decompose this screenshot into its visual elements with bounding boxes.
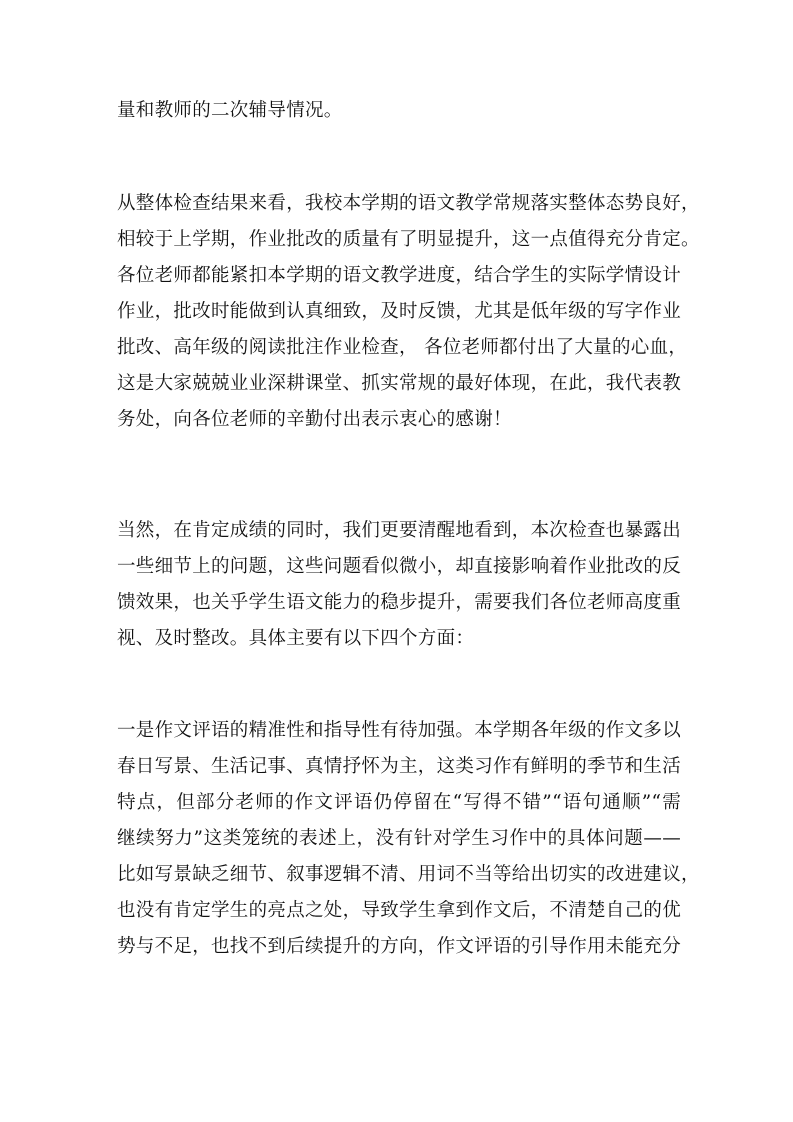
text-line: 作业，批改时能做到认真细致，及时反馈，尤其是低年级的写字作业	[117, 301, 682, 322]
text-line: 比如写景缺乏细节、叙事逻辑不清、用词不当等给出切实的改进建议，	[117, 864, 700, 885]
paragraph-problems-intro	[117, 513, 681, 657]
text-line: 视、及时整改。具体主要有以下四个方面：	[117, 628, 475, 649]
text-line: 一是作文评语的精准性和指导性有待加强。本学期各年级的作文多以	[117, 720, 682, 741]
text-line: 从整体检查结果来看，我校本学期的语文教学常规落实整体态势良好，	[117, 193, 700, 214]
text-line: 批改、高年级的阅读批注作业检查， 各位老师都付出了大量的心血，	[117, 337, 688, 358]
text-line: 势与不足，也找不到后续提升的方向，作文评语的引导作用未能充分	[117, 936, 682, 957]
text-line: 量和教师的二次辅导情况。	[117, 100, 343, 121]
text-line: 务处，向各位老师的辛勤付出表示衷心的感谢！	[117, 409, 512, 430]
text-line: 各位老师都能紧扣本学期的语文教学进度，结合学生的实际学情设计	[117, 265, 682, 286]
paragraph-point-one	[117, 713, 700, 965]
text-line: 一些细节上的问题，这些问题看似微小，却直接影响着作业批改的反	[117, 556, 682, 577]
text-line: 春日写景、生活记事、真情抒怀为主，这类习作有鲜明的季节和生活	[117, 756, 682, 777]
text-line: 相较于上学期，作业批改的质量有了明显提升，这一点值得充分肯定。	[117, 229, 700, 250]
paragraph-overall-results	[117, 186, 700, 438]
text-line: 也没有肯定学生的亮点之处，导致学生拿到作文后，不清楚自己的优	[117, 900, 682, 921]
text-line: 馈效果，也关乎学生语文能力的稳步提升，需要我们各位老师高度重	[117, 592, 682, 613]
text-line: 特点，但部分老师的作文评语仍停留在“写得不错”“语句通顺”“需	[117, 792, 681, 813]
text-line: 继续努力”这类笼统的表述上，没有针对学生习作中的具体问题——	[117, 828, 681, 849]
paragraph-intro	[117, 93, 681, 129]
text-line: 当然，在肯定成绩的同时，我们更要清醒地看到，本次检查也暴露出	[117, 520, 682, 541]
text-line: 这是大家兢兢业业深耕课堂、抓实常规的最好体现，在此，我代表教	[117, 373, 682, 394]
